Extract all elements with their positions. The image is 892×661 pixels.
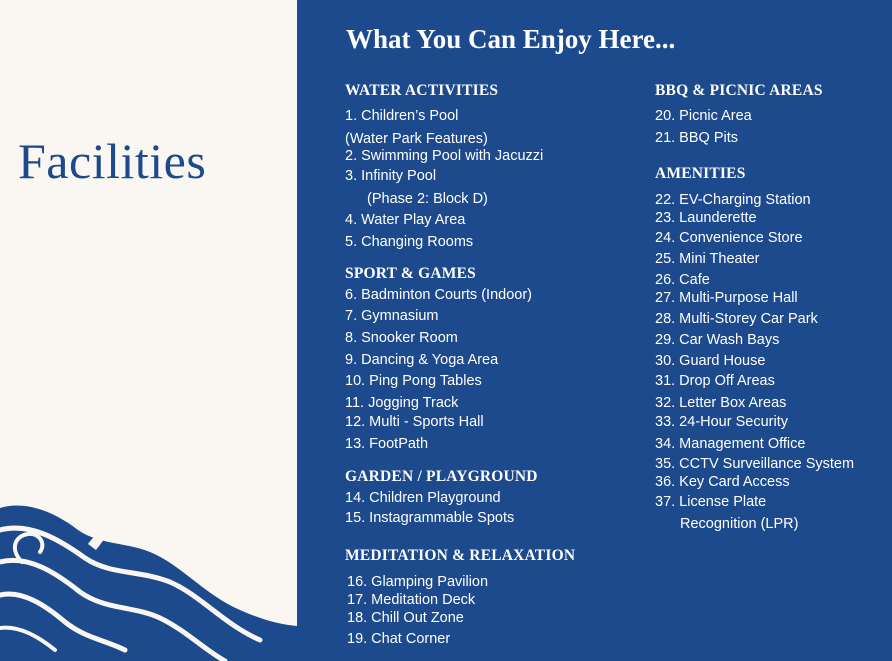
list-item: 28. Multi-Storey Car Park [655,311,818,327]
list-item: 22. EV-Charging Station [655,192,811,208]
amenities-heading: AMENITIES [655,165,746,182]
list-item: 37. License Plate [655,494,767,510]
left-panel [0,0,297,661]
list-item: 16. Glamping Pavilion [347,574,489,590]
water-activities-heading: WATER ACTIVITIES [345,82,499,99]
list-item: 36. Key Card Access [655,474,790,490]
list-item: 29. Car Wash Bays [655,332,780,348]
list-item: Recognition (LPR) [680,516,799,532]
list-item: 17. Meditation Deck [347,592,476,608]
list-item: 15. Instagrammable Spots [345,510,515,526]
list-item: 21. BBQ Pits [655,130,739,146]
list-item: 34. Management Office [655,436,806,452]
list-item: 19. Chat Corner [347,631,451,647]
page-title: What You Can Enjoy Here... [346,24,676,54]
list-item: 26. Cafe [655,272,710,288]
list-item: 2. Swimming Pool with Jacuzzi [345,148,544,164]
list-item: 1. Children’s Pool [345,108,459,124]
list-item: 23. Launderette [655,210,757,226]
list-item: 20. Picnic Area [655,108,752,124]
list-item: 7. Gymnasium [345,308,439,324]
list-item: 14. Children Playground [345,490,501,506]
list-item: 25. Mini Theater [655,251,760,267]
list-item: 4. Water Play Area [345,212,466,228]
wave-decoration [0,500,297,661]
list-item: 8. Snooker Room [345,330,458,346]
list-item: 18. Chill Out Zone [347,610,464,626]
list-item: 24. Convenience Store [655,230,803,246]
list-item: 6. Badminton Courts (Indoor) [345,287,532,303]
bbq-picnic-heading: BBQ & PICNIC AREAS [655,82,823,99]
facilities-title: Facilities [18,133,207,189]
meditation-relaxation-heading: MEDITATION & RELAXATION [345,547,576,564]
list-item: (Water Park Features) [345,131,488,147]
list-item: 13. FootPath [345,436,429,452]
list-item: 32. Letter Box Areas [655,395,787,411]
list-item: 3. Infinity Pool [345,168,437,184]
list-item: 11. Jogging Track [345,395,459,411]
list-item: 5. Changing Rooms [345,234,474,250]
right-panel [297,0,892,661]
list-item: 12. Multi - Sports Hall [345,414,484,430]
sport-games-heading: SPORT & GAMES [345,265,476,282]
list-item: 31. Drop Off Areas [655,373,775,389]
list-item: 27. Multi-Purpose Hall [655,290,798,306]
list-item: 35. CCTV Surveillance System [655,456,855,472]
list-item: 9. Dancing & Yoga Area [345,352,499,368]
list-item: 10. Ping Pong Tables [345,373,482,389]
list-item: 33. 24-Hour Security [655,414,788,430]
garden-playground-heading: GARDEN / PLAYGROUND [345,468,538,485]
list-item: (Phase 2: Block D) [367,191,488,207]
list-item: 30. Guard House [655,353,766,369]
